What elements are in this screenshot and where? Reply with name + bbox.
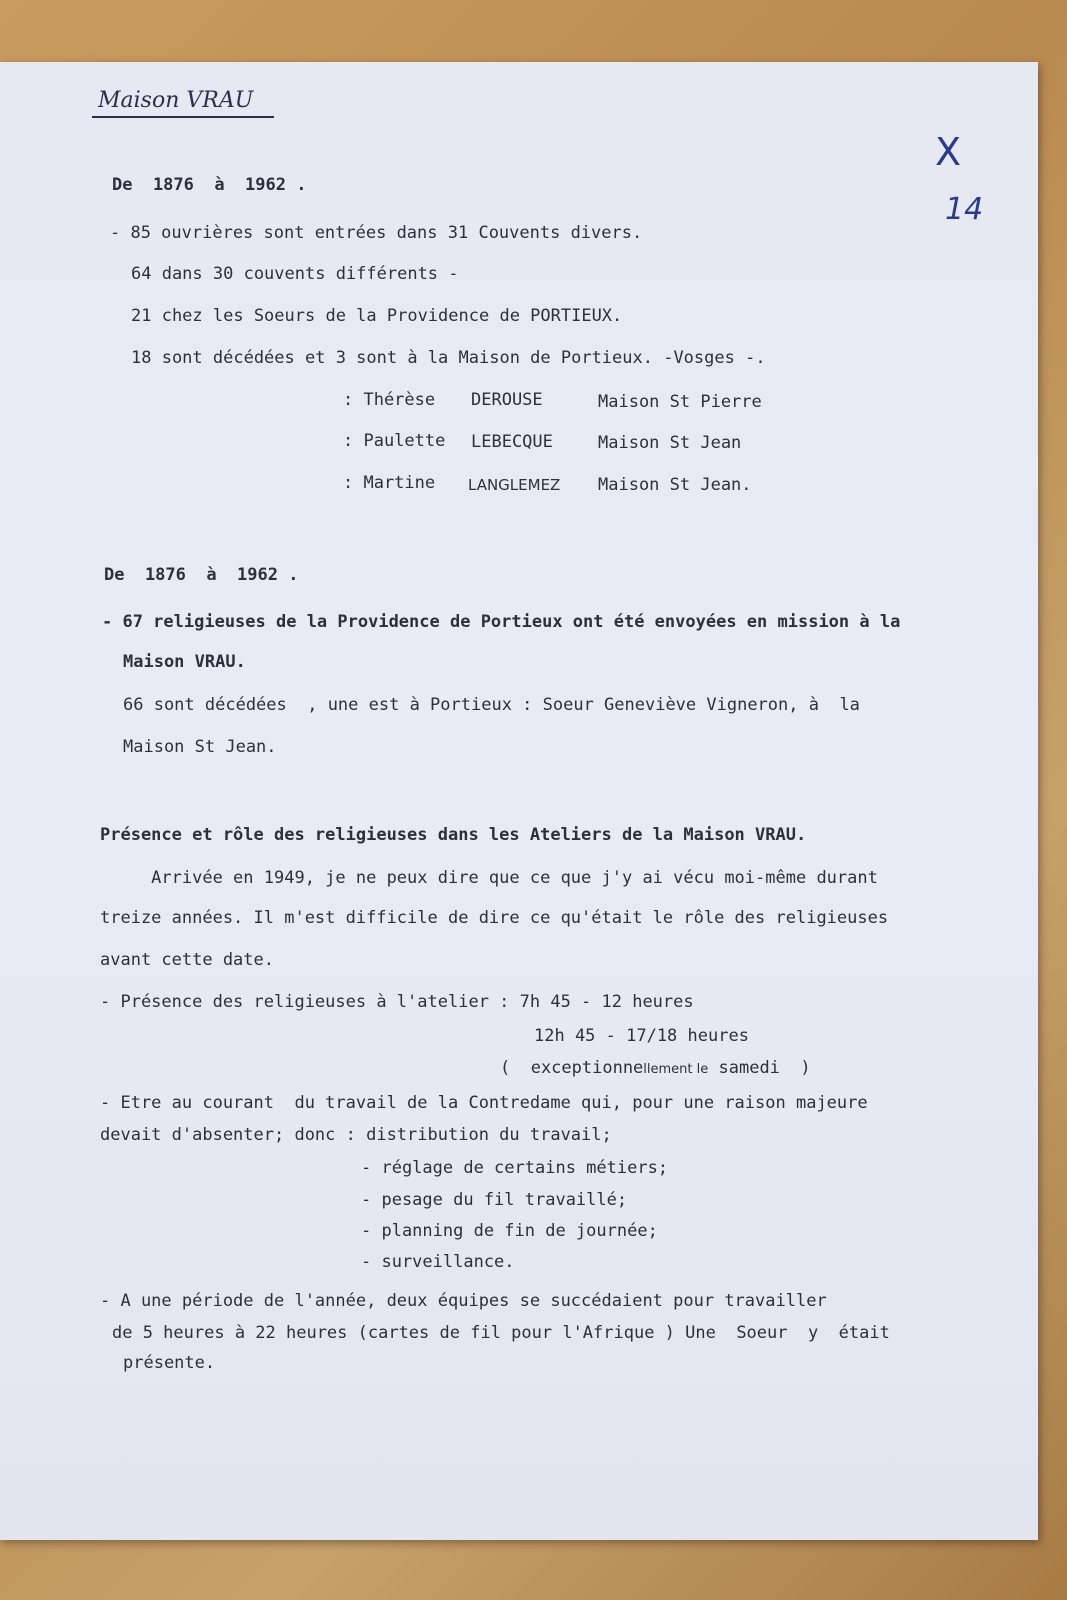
handwritten-title: Maison VRAU [98,88,254,113]
section3-heading: Présence et rôle des religieuses dans les Ateliers de la Maison VRAU. [100,825,807,845]
task-item: - surveillance. [361,1252,515,1272]
section1-line: - 85 ouvrières sont entrées dans 31 Couvents divers. [110,223,643,243]
handwritten-mark-number: 14 [945,192,984,227]
hours-line: 12h 45 - 17/18 heures [534,1026,749,1046]
section1-line: 64 dans 30 couvents différents - [131,264,459,284]
section1-line: 18 sont décédées et 3 sont à la Maison de Portieux. -Vosges -. [131,348,766,368]
person-prefix: : Paulette [343,431,446,451]
period-line: présente. [123,1353,216,1373]
handwritten-mark-x: X [935,130,962,174]
person-house: Maison St Jean. [598,475,752,495]
section3-paragraph-line: treize années. Il m'est difficile de dire ce qu'était le rôle des religieuses [100,908,889,928]
person-name: LEBECQUE [471,432,553,452]
section2-line: 66 sont décédées , une est à Portieux : Soeur Geneviève Vigneron, à la [123,695,860,715]
section1-line: 21 chez les Soeurs de la Providence de PORTIEUX. [131,306,623,326]
section2-line: Maison VRAU. [123,652,246,672]
period-line: - A une période de l'année, deux équipes se succédaient pour travailler [100,1291,827,1311]
task-item: - pesage du fil travaillé; [361,1190,628,1210]
section1-heading: De 1876 à 1962 . [112,175,307,195]
handwritten-insert: llement le [643,1062,709,1077]
person-name: DEROUSE [471,390,543,410]
section2-heading: De 1876 à 1962 . [104,565,299,585]
hours-text: samedi ) [708,1058,811,1078]
etre-line: devait d'absenter; donc : distribution du travail; [100,1125,612,1145]
section2-line: - 67 religieuses de la Providence de Portieux ont été envoyées en mission à la [102,612,901,632]
hours-text: ( exceptionne [500,1058,644,1078]
period-line: de 5 heures à 22 heures (cartes de fil pour l'Afrique ) Une Soeur y était [112,1323,890,1343]
person-house: Maison St Jean [598,433,742,453]
person-prefix: : Thérèse [343,390,436,410]
person-prefix: : Martine [343,473,436,493]
person-name: LANGLEMEZ [468,476,561,494]
task-item: - planning de fin de journée; [361,1221,658,1241]
person-house: Maison St Pierre [598,392,762,412]
title-underline [92,116,274,118]
section3-paragraph-line: Arrivée en 1949, je ne peux dire que ce que j'y ai vécu moi-même durant [100,868,878,888]
task-item: - réglage de certains métiers; [361,1158,669,1178]
presence-line: - Présence des religieuses à l'atelier : 7h 45 - 12 heures [100,992,694,1012]
etre-line: - Etre au courant du travail de la Contredame qui, pour une raison majeure [100,1093,868,1113]
section2-line: Maison St Jean. [123,737,277,757]
section3-paragraph-line: avant cette date. [100,950,274,970]
hours-line [500,1058,811,1080]
